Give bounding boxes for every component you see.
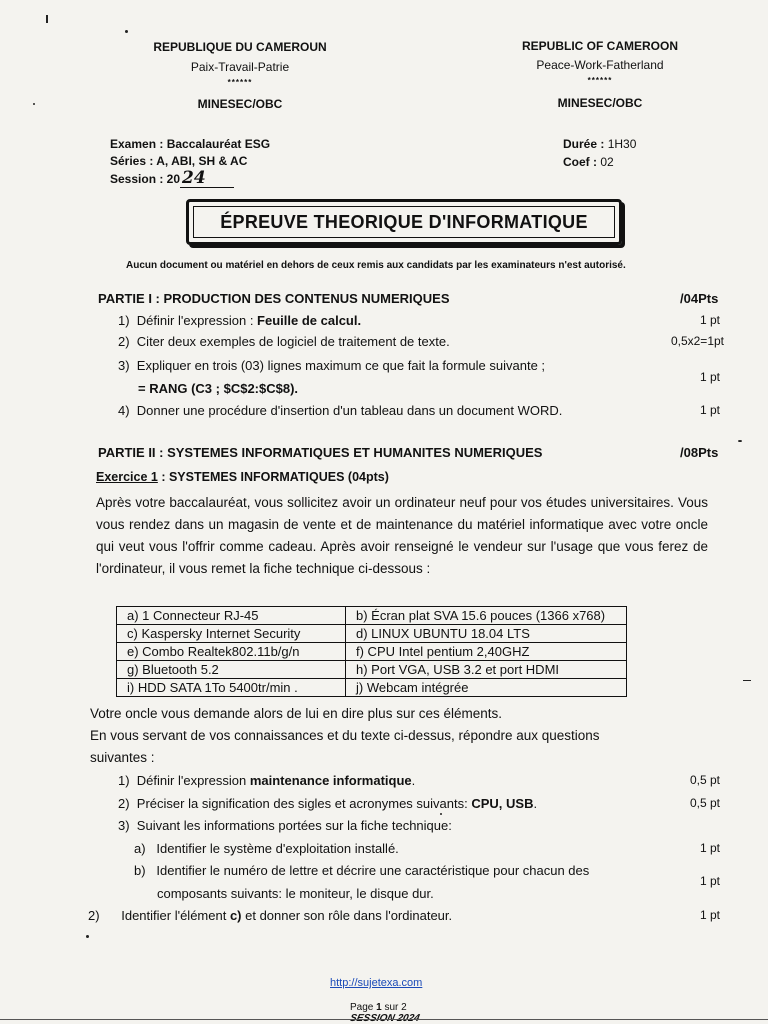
after-line-1: Votre oncle vous demande alors de lui en dire plus sur ces éléments.	[90, 706, 502, 721]
title-frame	[186, 199, 622, 245]
q-text: Identifier le numéro de lettre et décrire une caractéristique pour chacun des	[156, 863, 590, 878]
table-cell: a) 1 Connecteur RJ-45	[117, 607, 346, 625]
table-cell: i) HDD SATA 1To 5400tr/min .	[117, 679, 346, 697]
table-cell: c) Kaspersky Internet Security	[117, 625, 346, 643]
q-number: 2)	[118, 334, 130, 349]
part2-q3a-score: 1 pt	[699, 841, 720, 855]
scan-speck	[743, 680, 751, 681]
table-row	[117, 679, 627, 697]
left-ministry: MINESEC/OBC	[197, 97, 283, 111]
q-letter: b)	[134, 863, 146, 878]
duration-value: 1H30	[607, 137, 637, 151]
q-text: Suivant les informations portées sur la fiche technique:	[136, 818, 452, 833]
part1-q2-score: 0,5x2=1pt	[670, 334, 724, 348]
page-suffix: sur 2	[381, 1002, 407, 1013]
part2-q2	[118, 796, 537, 811]
q-number: 2)	[88, 908, 100, 923]
right-motto: Peace-Work-Fatherland	[536, 58, 664, 72]
q-end: .	[533, 796, 538, 811]
page-number: 1	[376, 1002, 382, 1013]
part1-q3	[118, 358, 545, 373]
after-line-2: En vous servant de vos connaissances et du texte ci-dessus, répondre aux questions	[90, 728, 600, 743]
scan-speck	[738, 440, 742, 442]
duration-label: Durée :	[563, 137, 605, 151]
part1-q3-score: 1 pt	[699, 370, 720, 384]
part1-points: /04Pts	[680, 291, 719, 306]
exercise-label: Exercice 1	[96, 470, 158, 484]
q-keyword: maintenance informatique	[249, 773, 412, 788]
table-row	[117, 607, 627, 625]
q-number: 1)	[118, 313, 130, 328]
part2-q1	[118, 773, 415, 788]
scan-speck	[33, 103, 35, 105]
tech-sheet-table	[116, 606, 627, 697]
after-line-3: suivantes :	[90, 750, 155, 765]
table-row	[117, 661, 627, 679]
series-line: Séries : A, ABI, SH & AC	[110, 154, 248, 168]
q-number: 4)	[118, 403, 130, 418]
table-cell: h) Port VGA, USB 3.2 et port HDMI	[346, 661, 627, 679]
part2-q3b-score: 1 pt	[699, 874, 720, 888]
right-country: REPUBLIC OF CAMEROON	[522, 39, 678, 53]
q-number: 3)	[118, 818, 130, 833]
left-motto: Paix-Travail-Patrie	[190, 60, 290, 74]
q-text: Identifier le système d'exploitation installé.	[156, 841, 399, 856]
q-text: Citer deux exemples de logiciel de traitement de texte.	[136, 334, 450, 349]
notice: Aucun document ou matériel en dehors de ceux remis aux candidats par les examinateurs n'est autorisé.	[126, 260, 626, 271]
table-cell: b) Écran plat SVA 15.6 pouces (1366 x768)	[346, 607, 627, 625]
table-row	[117, 625, 627, 643]
part1-heading: PARTIE I : PRODUCTION DES CONTENUS NUMERIQUES	[98, 291, 450, 306]
exam-title: ÉPREUVE THEORIQUE D'INFORMATIQUE	[193, 206, 615, 238]
table-cell: f) CPU Intel pentium 2,40GHZ	[346, 643, 627, 661]
part2-q1-score: 0,5 pt	[689, 773, 720, 787]
table-row	[117, 643, 627, 661]
part1-q2	[118, 334, 450, 349]
q-end: .	[411, 773, 416, 788]
q-end: et donner son rôle dans l'ordinateur.	[241, 908, 453, 923]
part1-q1	[118, 313, 361, 328]
session-line	[110, 170, 234, 188]
part1-q1-score: 1 pt	[699, 313, 720, 327]
q-number: 2)	[118, 796, 130, 811]
q-text: Définir l'expression :	[136, 313, 258, 328]
part2-q3a	[134, 841, 399, 856]
q-letter: a)	[134, 841, 146, 856]
part2-q4	[88, 908, 452, 923]
right-stars: ******	[587, 76, 613, 85]
part1-q3-formula: = RANG (C3 ; $C$2:$C$8).	[138, 381, 299, 396]
part1-q4	[118, 403, 562, 418]
page-prefix: Page	[350, 1002, 377, 1013]
part2-q4-score: 1 pt	[699, 908, 720, 922]
coef-label: Coef :	[563, 155, 597, 169]
part2-q3	[118, 818, 452, 833]
footer-link[interactable]: http://sujetexa.com	[330, 977, 423, 989]
exam-line: Examen : Baccalauréat ESG	[110, 137, 271, 151]
q-keyword: CPU, USB	[471, 796, 534, 811]
scan-speck	[125, 30, 128, 33]
coef-value: 02	[600, 155, 614, 169]
exercise1-heading	[96, 470, 389, 484]
part2-heading: PARTIE II : SYSTEMES INFORMATIQUES ET HUMANITES NUMERIQUES	[98, 445, 543, 460]
q-keyword: Feuille de calcul.	[257, 313, 362, 328]
part1-q4-score: 1 pt	[699, 403, 720, 417]
scan-speck	[440, 813, 442, 815]
part2-q2-score: 0,5 pt	[689, 796, 720, 810]
exercise-title: : SYSTEMES INFORMATIQUES (04pts)	[157, 470, 389, 484]
part2-q3b	[134, 863, 589, 878]
table-cell: e) Combo Realtek802.11b/g/n	[117, 643, 346, 661]
table-cell: d) LINUX UBUNTU 18.04 LTS	[346, 625, 627, 643]
session-label: Session : 20	[110, 172, 181, 186]
q-text: Préciser la signification des sigles et acronymes suivants:	[136, 796, 472, 811]
table-cell: g) Bluetooth 5.2	[117, 661, 346, 679]
part2-q3b-line2: composants suivants: le moniteur, le disque dur.	[157, 886, 434, 901]
part2-points: /08Pts	[680, 445, 719, 460]
q-keyword: c)	[229, 908, 242, 923]
left-country: REPUBLIQUE DU CAMEROUN	[153, 40, 327, 54]
q-text: Expliquer en trois (03) lignes maximum ce que fait la formule suivante ;	[136, 358, 546, 373]
bottom-edge-line	[0, 1019, 768, 1020]
left-stars: ******	[227, 78, 253, 87]
q-text: Donner une procédure d'insertion d'un tableau dans un document WORD.	[136, 403, 563, 418]
q-text: Identifier l'élément	[121, 908, 230, 923]
session-handwritten: 24	[180, 170, 234, 188]
q-number: 1)	[118, 773, 130, 788]
table-cell: j) Webcam intégrée	[346, 679, 627, 697]
scan-speck	[46, 15, 48, 23]
right-ministry: MINESEC/OBC	[557, 96, 643, 110]
q-text: Définir l'expression	[136, 773, 250, 788]
duration-line	[563, 136, 636, 153]
exercise1-paragraph: Après votre baccalauréat, vous sollicitez avoir un ordinateur neuf pour vos études universitaires. Vous vous rendez dans un magasin de vente et de maintenance du matériel informatique avec votre oncle qui veut vous l'offrir comme cadeau. Après avoir renseigné le vendeur sur l'usage que vous ferez de l'ordinateur, il vous remet la fiche technique ci-dessous :	[96, 495, 708, 576]
page-indicator	[350, 1002, 407, 1013]
coef-line	[563, 154, 614, 171]
scan-speck	[86, 935, 89, 938]
q-number: 3)	[118, 358, 130, 373]
